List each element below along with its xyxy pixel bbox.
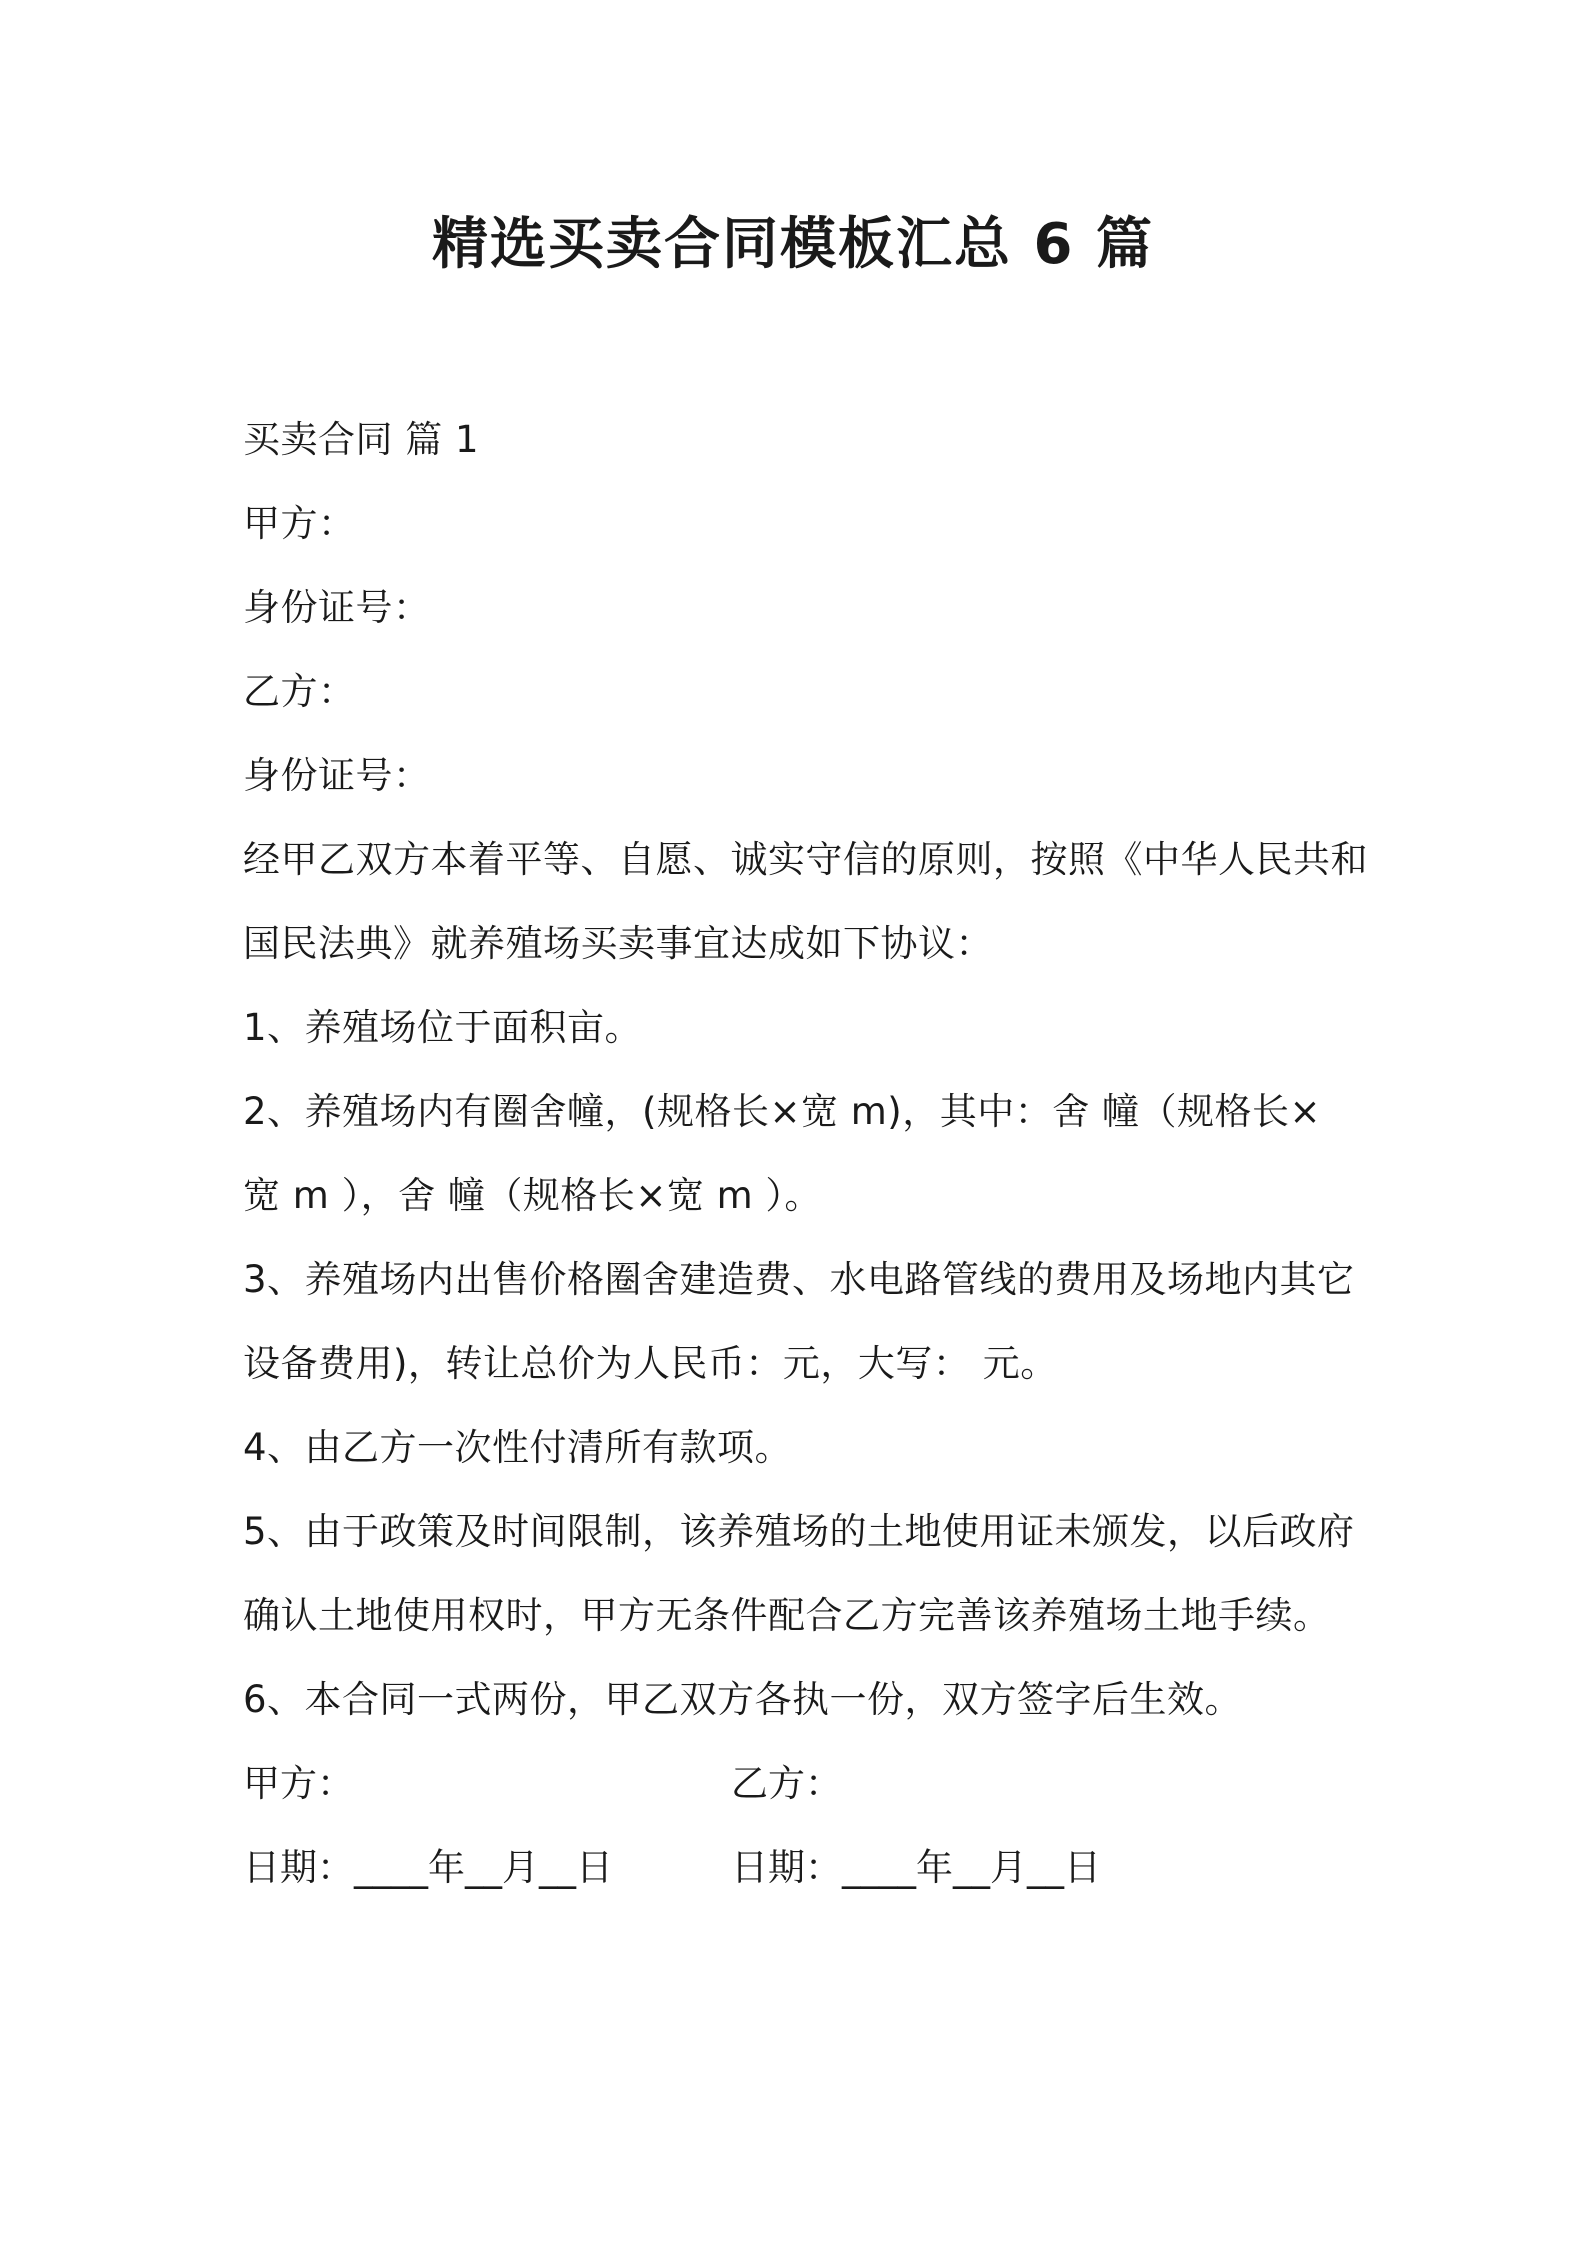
clause-4: 4、由乙方一次性付清所有款项。	[243, 1426, 793, 1469]
document-title: 精选买卖合同模板汇总 6 篇	[432, 212, 1154, 277]
party-a-label: 甲方：	[243, 502, 356, 545]
contract-body	[243, 412, 1368, 1924]
clause-2-line-2: 宽 m ），舍 幢（规格长×宽 m ）。	[243, 1174, 822, 1217]
signature-party-b: 乙方：	[731, 1762, 842, 1805]
party-b-label: 乙方：	[243, 670, 356, 713]
signature-row	[243, 1756, 1363, 1840]
clause-2-line-1: 2、养殖场内有圈舍幢，(规格长×宽 m)，其中：舍 幢（规格长×	[243, 1090, 1321, 1133]
clause-6: 6、本合同一式两份，甲乙双方各执一份，双方签字后生效。	[243, 1678, 1243, 1721]
clause-3-line-1: 3、养殖场内出售价格圈舍建造费、水电路管线的费用及场地内其它	[243, 1258, 1355, 1301]
date-row	[243, 1840, 1363, 1924]
clause-5-line-2: 确认土地使用权时，甲方无条件配合乙方完善该养殖场土地手续。	[243, 1594, 1331, 1637]
date-party-a: 日期：____年__月__日	[243, 1846, 613, 1889]
preamble-line-1: 经甲乙双方本着平等、自愿、诚实守信的原则，按照《中华人民共和	[243, 838, 1368, 881]
clause-3-line-2: 设备费用)，转让总价为人民币：元，大写： 元。	[243, 1342, 1058, 1385]
preamble-line-2: 国民法典》就养殖场买卖事宜达成如下协议：	[243, 922, 993, 965]
party-b-id-label: 身份证号：	[243, 754, 431, 797]
party-a-id-label: 身份证号：	[243, 586, 431, 629]
clause-1: 1、养殖场位于面积亩。	[243, 1006, 643, 1049]
signature-party-a: 甲方：	[243, 1762, 354, 1805]
clause-5-line-1: 5、由于政策及时间限制，该养殖场的土地使用证未颁发，以后政府	[243, 1510, 1355, 1553]
date-party-b: 日期：____年__月__日	[731, 1846, 1101, 1889]
section-heading: 买卖合同 篇 1	[243, 418, 480, 461]
